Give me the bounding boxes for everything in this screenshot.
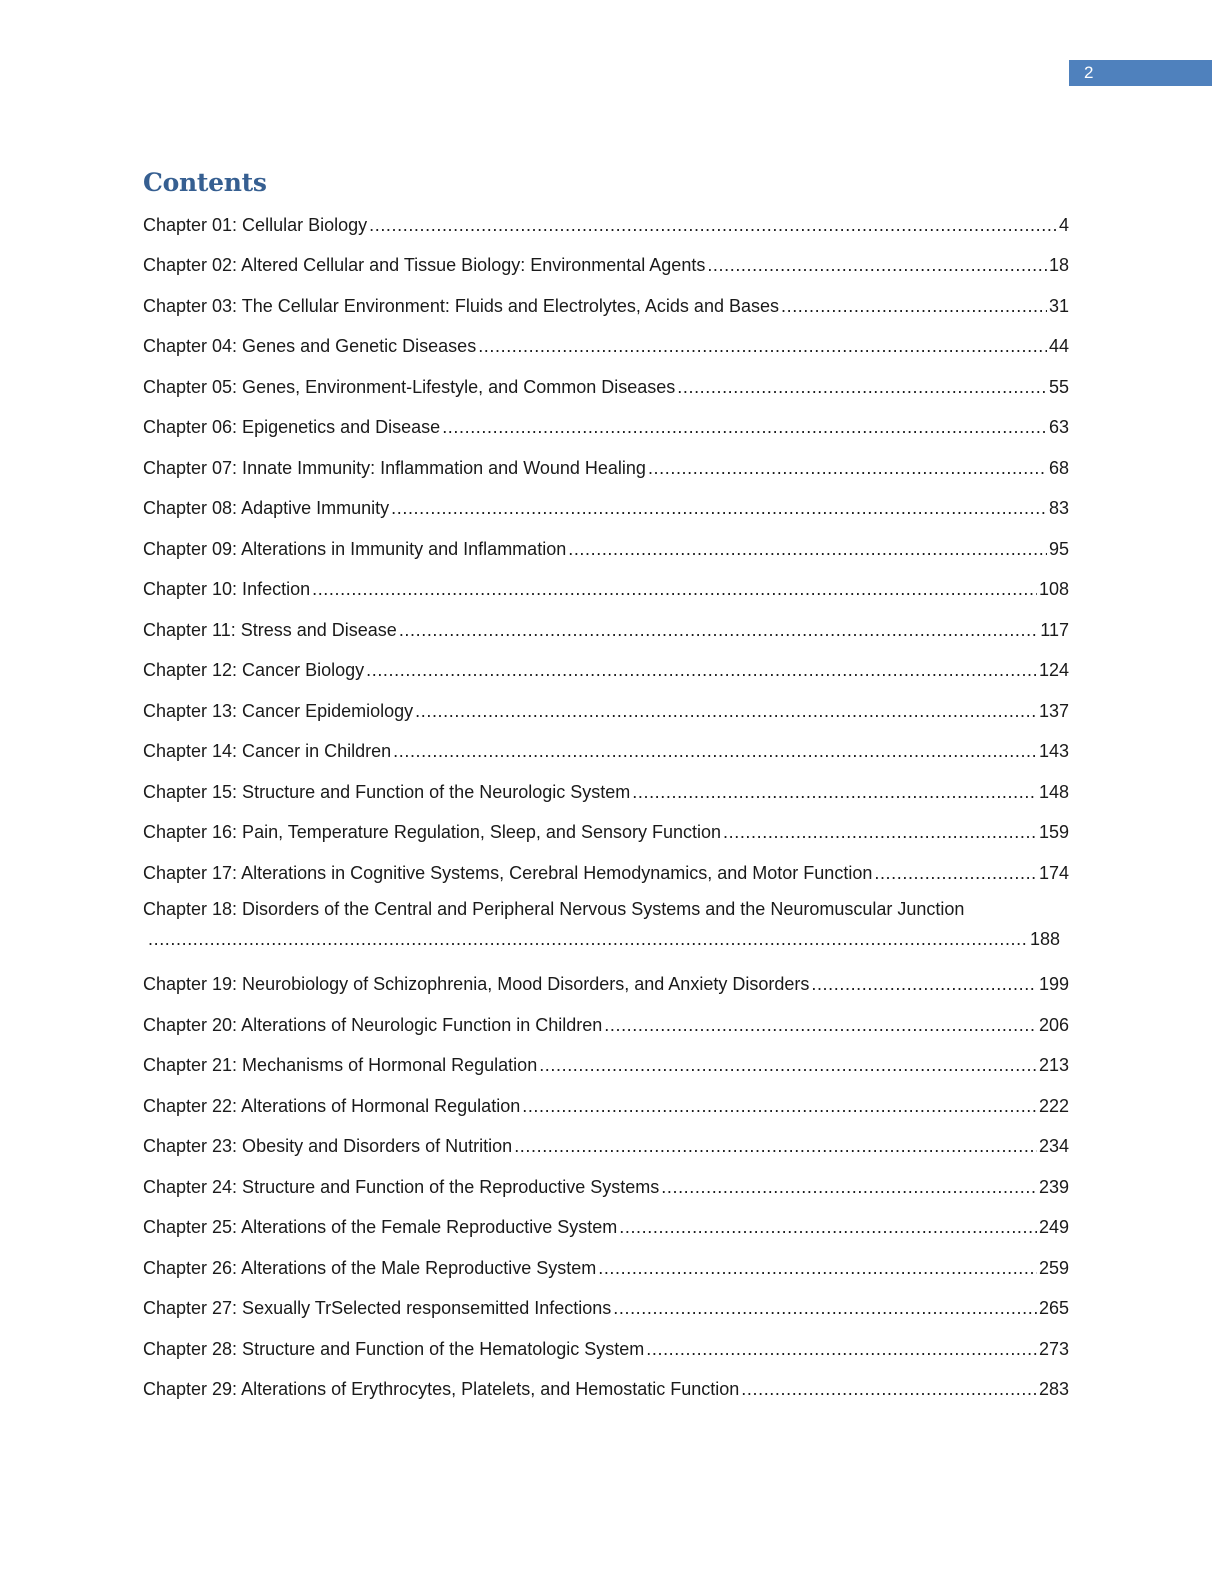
toc-entry-title: Chapter 18: Disorders of the Central and Peripheral Nervous Systems and the Neuromuscular Junction [143, 898, 965, 919]
dot-leader [604, 1015, 1037, 1036]
toc-entry-title: Chapter 10: Infection [143, 579, 311, 600]
toc-entry-title: Chapter 26: Alterations of the Male Reproductive System [143, 1257, 597, 1278]
toc-entry-page: 124 [1038, 660, 1069, 681]
dot-leader [539, 1055, 1037, 1076]
toc-entry-title: Chapter 15: Structure and Function of the Neurologic System [143, 781, 631, 802]
toc-entry-page: 273 [1038, 1338, 1069, 1359]
dot-leader [415, 701, 1037, 722]
toc-entry-page: 44 [1048, 336, 1069, 357]
toc-entry-title: Chapter 01: Cellular Biology [143, 214, 368, 235]
toc-entry-title: Chapter 17: Alterations in Cognitive Systems, Cerebral Hemodynamics, and Motor Function [143, 862, 873, 883]
toc-entry-page: 213 [1038, 1055, 1069, 1076]
toc-entry-title: Chapter 29: Alterations of Erythrocytes, Platelets, and Hemostatic Function [143, 1379, 740, 1400]
dot-leader [366, 660, 1037, 681]
toc-entry-page: 199 [1038, 974, 1069, 995]
toc-entry[interactable] [143, 1167, 1069, 1208]
toc-entry-title: Chapter 09: Alterations in Immunity and Inflammation [143, 538, 567, 559]
toc-entry[interactable] [143, 691, 1069, 732]
toc-entry-page: 239 [1038, 1176, 1069, 1197]
dot-leader [874, 863, 1037, 884]
toc-entry-title: Chapter 24: Structure and Function of the Reproductive Systems [143, 1176, 660, 1197]
dot-leader [312, 579, 1037, 600]
toc-entry-title: Chapter 27: Sexually TrSelected responsemitted Infections [143, 1298, 612, 1319]
dot-leader [661, 1177, 1037, 1198]
toc-entry-page: 18 [1048, 255, 1069, 276]
dot-leader [741, 1379, 1037, 1400]
dot-leader [648, 458, 1047, 479]
toc-entry[interactable] [143, 1289, 1069, 1330]
toc-entry[interactable] [143, 853, 1069, 894]
toc-entry-title: Chapter 03: The Cellular Environment: Fluids and Electrolytes, Acids and Bases [143, 295, 779, 316]
toc-entry[interactable] [143, 1208, 1069, 1249]
toc-entry-page: 283 [1038, 1379, 1069, 1400]
toc-entry-page: 249 [1038, 1217, 1069, 1238]
dot-leader [478, 336, 1047, 357]
toc-entry[interactable] [143, 286, 1069, 327]
toc-entry-title: Chapter 06: Epigenetics and Disease [143, 417, 441, 438]
toc-entry-title: Chapter 21: Mechanisms of Hormonal Regulation [143, 1055, 538, 1076]
toc-entry-page: 259 [1038, 1257, 1069, 1278]
toc-entry[interactable] [143, 610, 1069, 651]
dot-leader [781, 296, 1047, 317]
dot-leader [522, 1096, 1037, 1117]
dot-leader [613, 1298, 1037, 1319]
toc-entry-title: Chapter 19: Neurobiology of Schizophrenia, Mood Disorders, and Anxiety Disorders [143, 974, 810, 995]
toc-entry-title: Chapter 04: Genes and Genetic Diseases [143, 336, 477, 357]
toc-entry[interactable] [143, 529, 1069, 570]
toc-entry-title: Chapter 02: Altered Cellular and Tissue Biology: Environmental Agents [143, 255, 706, 276]
toc-entry[interactable] [143, 894, 1069, 965]
dot-leader [148, 929, 1028, 950]
dot-leader [677, 377, 1047, 398]
toc-entry-title: Chapter 05: Genes, Environment-Lifestyle, and Common Diseases [143, 376, 676, 397]
toc-entry[interactable] [143, 570, 1069, 611]
toc-entry[interactable] [143, 327, 1069, 368]
toc-entry-page: 31 [1048, 295, 1069, 316]
dot-leader [514, 1136, 1037, 1157]
toc-entry[interactable] [143, 448, 1069, 489]
toc-entry-title: Chapter 08: Adaptive Immunity [143, 498, 390, 519]
toc-entry[interactable] [143, 489, 1069, 530]
toc-entry-title: Chapter 23: Obesity and Disorders of Nutrition [143, 1136, 513, 1157]
dot-leader [393, 741, 1037, 762]
toc-entry-page: 174 [1038, 862, 1069, 883]
dot-leader [646, 1339, 1037, 1360]
dot-leader [369, 215, 1057, 236]
dot-leader [598, 1258, 1037, 1279]
toc-entry-page: 95 [1048, 538, 1069, 559]
dot-leader [619, 1217, 1037, 1238]
toc-entry-title: Chapter 11: Stress and Disease [143, 619, 397, 640]
dot-leader [723, 822, 1037, 843]
toc-entry-title: Chapter 14: Cancer in Children [143, 741, 392, 762]
toc-entry[interactable] [143, 732, 1069, 773]
toc-entry[interactable] [143, 1046, 1069, 1087]
toc-entry-title: Chapter 16: Pain, Temperature Regulation, Sleep, and Sensory Function [143, 822, 722, 843]
toc-entry-title: Chapter 20: Alterations of Neurologic Function in Children [143, 1014, 603, 1035]
toc-entry-page: 222 [1038, 1095, 1069, 1116]
toc-entry-page: 108 [1038, 579, 1069, 600]
toc-entry-page: 234 [1038, 1136, 1069, 1157]
toc-entry-page: 143 [1038, 741, 1069, 762]
toc-entry-title: Chapter 22: Alterations of Hormonal Regulation [143, 1095, 521, 1116]
dot-leader [399, 620, 1038, 641]
toc-entry[interactable] [143, 1086, 1069, 1127]
toc-entry-page: 148 [1038, 781, 1069, 802]
toc-entry-title: Chapter 12: Cancer Biology [143, 660, 365, 681]
toc-entry-page: 137 [1038, 700, 1069, 721]
table-of-contents [143, 205, 1069, 1410]
toc-entry[interactable] [143, 408, 1069, 449]
toc-entry[interactable] [143, 246, 1069, 287]
toc-entry-continuation [143, 929, 1060, 950]
toc-entry-page: 117 [1040, 619, 1069, 640]
toc-entry-page: 265 [1038, 1298, 1069, 1319]
toc-entry[interactable] [143, 1370, 1069, 1411]
toc-entry[interactable] [143, 1127, 1069, 1168]
toc-heading: Contents [143, 168, 267, 197]
toc-entry-page: 55 [1048, 376, 1069, 397]
toc-entry-page: 4 [1058, 214, 1069, 235]
toc-entry[interactable] [143, 1329, 1069, 1370]
page-number-badge: 2 [1069, 60, 1212, 86]
toc-entry-page: 68 [1048, 457, 1069, 478]
dot-leader [632, 782, 1037, 803]
toc-entry[interactable] [143, 965, 1069, 1006]
toc-entry-title: Chapter 13: Cancer Epidemiology [143, 700, 414, 721]
dot-leader [811, 974, 1037, 995]
toc-entry[interactable] [143, 1005, 1069, 1046]
toc-entry-page: 63 [1048, 417, 1069, 438]
toc-entry-title: Chapter 25: Alterations of the Female Reproductive System [143, 1217, 618, 1238]
dot-leader [391, 498, 1047, 519]
toc-entry-page: 206 [1038, 1014, 1069, 1035]
toc-entry[interactable] [143, 367, 1069, 408]
toc-entry-page: 159 [1038, 822, 1069, 843]
toc-entry-page: 83 [1048, 498, 1069, 519]
dot-leader [568, 539, 1047, 560]
toc-entry[interactable] [143, 1248, 1069, 1289]
toc-entry-title: Chapter 07: Innate Immunity: Inflammation and Wound Healing [143, 457, 646, 478]
dot-leader [707, 255, 1047, 276]
toc-entry-page: 188 [1029, 928, 1060, 949]
toc-entry[interactable] [143, 772, 1069, 813]
toc-entry[interactable] [143, 813, 1069, 854]
toc-entry[interactable] [143, 205, 1069, 246]
toc-entry[interactable] [143, 651, 1069, 692]
dot-leader [442, 417, 1047, 438]
toc-entry-title: Chapter 28: Structure and Function of the Hematologic System [143, 1338, 645, 1359]
